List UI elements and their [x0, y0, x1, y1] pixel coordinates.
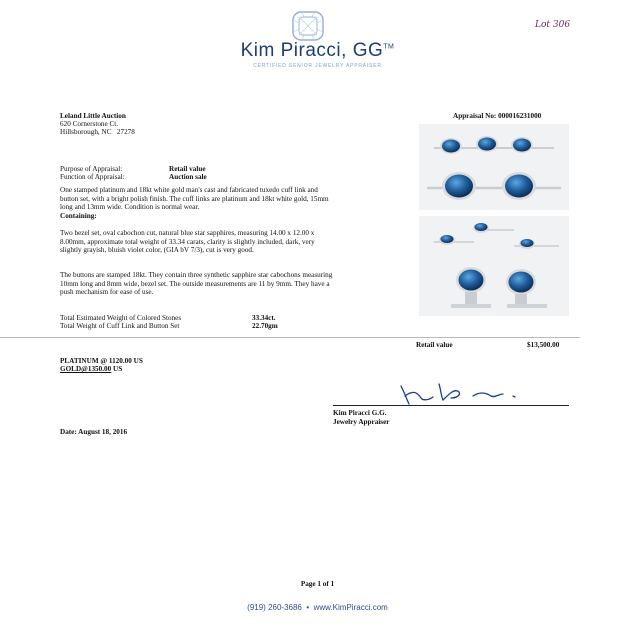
- description-line: long and 13mm wide. Condition is normal wear.: [60, 203, 200, 212]
- brand-name: Kim Piracci, GG™: [240, 40, 395, 61]
- client-name: Leland Little Auction: [60, 112, 126, 120]
- total-stones-value: 33.34ct.: [252, 314, 276, 322]
- appraisal-date: Date: August 18, 2016: [60, 428, 128, 436]
- buttons-line: The buttons are stamped 18kt. They contain three synthetic sapphire star cabochons measuring: [60, 271, 333, 279]
- function-value: Auction sale: [169, 173, 207, 181]
- sapphire-buttons-image: [419, 216, 569, 316]
- divider: [0, 337, 580, 338]
- signer-title: Jewelry Appraiser: [333, 418, 390, 426]
- stones-line: 8.00mm, approximate total weight of 33.34 carats, clarity is slightly included, dark, very: [60, 237, 315, 246]
- containing-heading: Containing:: [60, 212, 97, 221]
- client-address-line2: Hillsborough, NC 27278: [60, 128, 135, 136]
- description-paragraph: [60, 186, 329, 221]
- cuff-link-photo-bottom: [419, 216, 569, 316]
- handwritten-lot-note: Lot 306: [535, 20, 571, 30]
- total-weight-value: 22.70gm: [252, 322, 278, 330]
- sapphire-cufflinks-image: [419, 124, 569, 210]
- buttons-paragraph: [60, 271, 332, 297]
- description-line: button set, with a bright polish finish. The cuff links are platinum and 18kt white gold, 15mm: [60, 194, 329, 203]
- retail-value-label: Retail value: [416, 341, 453, 349]
- signature-line: [333, 405, 569, 406]
- purpose-label: Purpose of Appraisal:: [60, 165, 123, 173]
- platinum-price: PLATINUM @ 1120.00 US: [60, 357, 143, 365]
- contact-footer: (919) 260-3686 • www.KimPiracci.com: [247, 603, 388, 612]
- appraisal-number: Appraisal No: 000016231000: [453, 112, 542, 120]
- gold-price: GOLD@1350.00 US: [60, 365, 123, 373]
- description-line: One stamped platinum and 18kt white gold man's cast and fabricated tuxedo cuff link and: [60, 186, 318, 194]
- total-stones-label: Total Estimated Weight of Colored Stones: [60, 314, 182, 322]
- buttons-line: 10mm long and 8mm wide, bezel set. The outside measurements are 11 by 9mm. They have a: [60, 279, 330, 288]
- purpose-value: Retail value: [169, 165, 206, 173]
- client-address-line1: 620 Cornerstone Ct.: [60, 120, 119, 128]
- retail-value-amount: $13,500.00: [527, 341, 560, 349]
- function-label: Function of Appraisal:: [60, 173, 125, 181]
- cushion-diamond-logo-icon: [290, 10, 326, 42]
- buttons-line: push mechanism for ease of use.: [60, 288, 154, 297]
- page-number: Page 1 of 1: [300, 580, 335, 588]
- signer-name: Kim Piracci G.G.: [333, 409, 387, 417]
- total-weight-label: Total Weight of Cuff Link and Button Set: [60, 322, 180, 330]
- signature-image: [395, 380, 535, 408]
- cuff-link-photo-top: [419, 124, 569, 210]
- stones-line: Two bezel set, oval cabochon cut, natural blue star sapphires, measuring 14.00 x 12.00 x: [60, 229, 315, 237]
- brand-tagline: CERTIFIED SENIOR JEWELRY APPRAISER: [253, 63, 382, 69]
- stones-paragraph: [60, 229, 315, 255]
- stones-line: slightly grayish, bluish violet color, (GIA bV 7/3), cut is very good.: [60, 246, 254, 255]
